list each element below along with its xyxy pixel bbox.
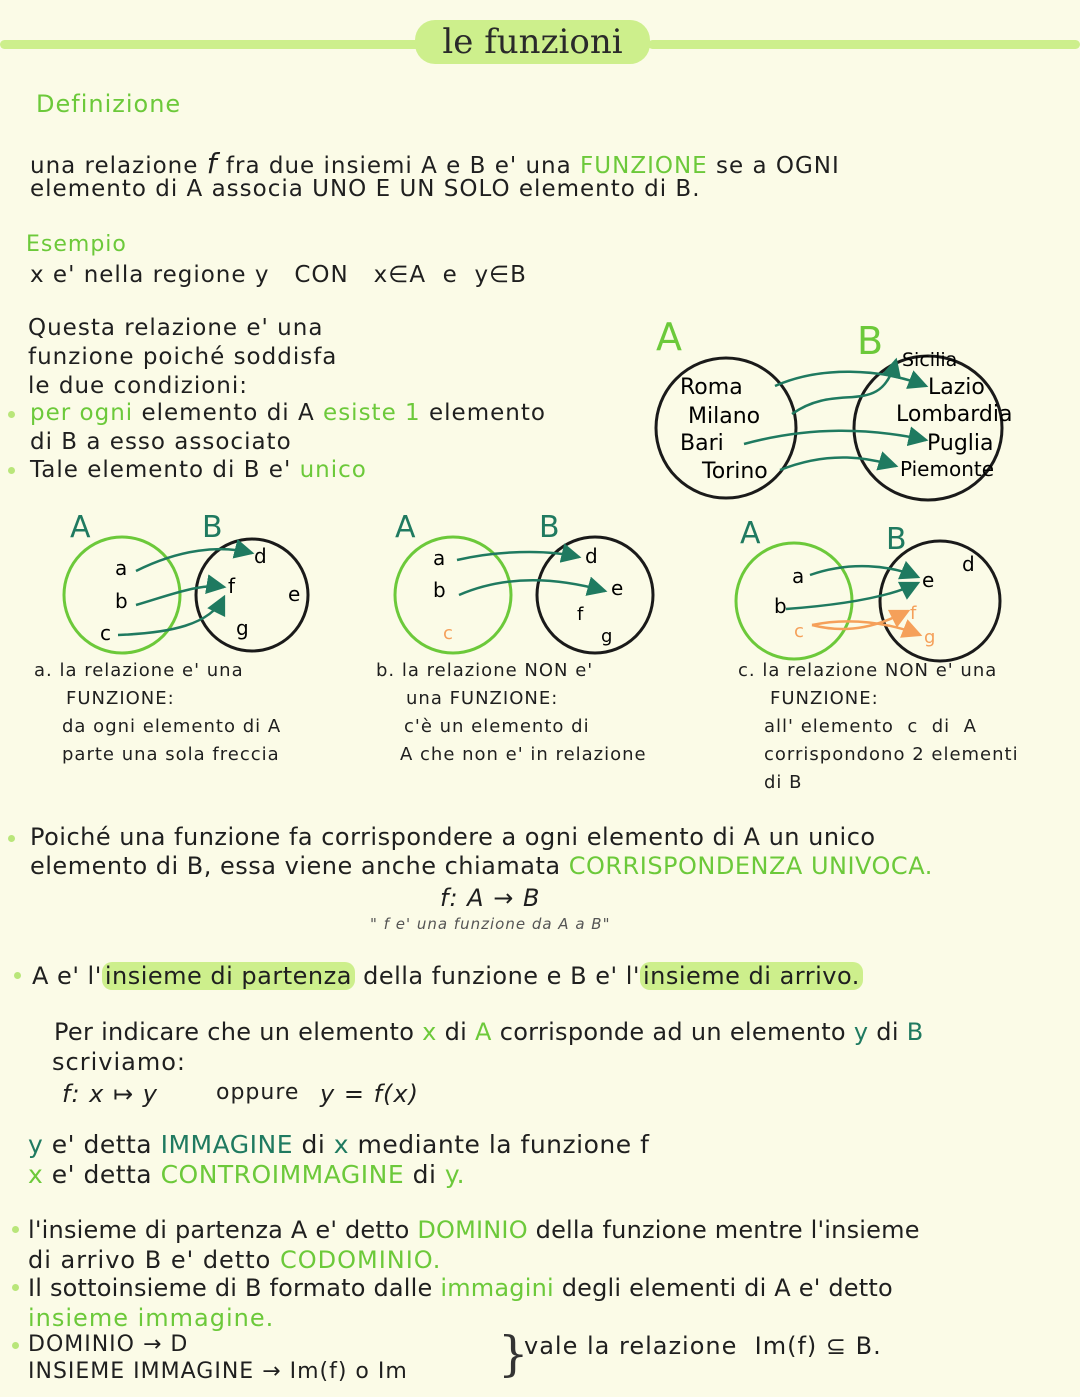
elem-a: a	[433, 546, 446, 570]
label-b: B	[539, 510, 560, 545]
bullet	[14, 972, 21, 979]
regions-diagram	[640, 310, 1080, 510]
caption-b-3: c'è un elemento di	[404, 716, 590, 737]
region-puglia: Puglia	[927, 431, 994, 456]
arrow	[792, 360, 896, 414]
caption-c-1: c. la relazione NON e' una	[738, 660, 998, 681]
set-b-label: B	[857, 319, 884, 363]
univoca-line1: Poiché una funzione fa corrispondere a ogni elemento di A un unico	[30, 823, 876, 851]
diagram-a	[40, 505, 340, 665]
title-bar-left	[0, 40, 420, 49]
label-a: A	[740, 516, 761, 551]
example-desc1: Questa relazione e' una	[28, 315, 324, 341]
set-b-circle	[880, 541, 1000, 661]
elem-f: f	[910, 603, 917, 624]
arrow	[775, 372, 926, 386]
region-sicilia: Sicilia	[902, 349, 958, 371]
image-line1: y e' detta IMMAGINE di x mediante la funzione f	[28, 1130, 650, 1159]
definition-heading: Definizione	[36, 90, 182, 118]
definition-line2: elemento di A associa UNO E UN SOLO elemento di B.	[30, 176, 701, 202]
mapping-formula2: y = f(x)	[320, 1080, 419, 1108]
region-piemonte: Piemonte	[900, 457, 995, 481]
example-cond1-cont: di B a esso associato	[30, 429, 292, 455]
domain-relation: vale la relazione Im(f) ⊆ B.	[524, 1332, 882, 1360]
domain-line1: l'insieme di partenza A e' detto DOMINIO della funzione mentre l'insieme	[28, 1216, 920, 1244]
bullet	[8, 467, 15, 474]
elem-d: d	[254, 544, 267, 568]
arrow	[457, 552, 579, 560]
label-b: B	[202, 510, 223, 545]
function-reading: " f e' una funzione da A a B"	[370, 915, 611, 933]
elem-c: c	[794, 621, 804, 642]
region-milano: Milano	[688, 404, 761, 429]
arrow	[136, 549, 252, 571]
function-notation: f: A → B	[440, 884, 541, 912]
elem-d: d	[585, 544, 598, 568]
elem-b: b	[774, 594, 787, 618]
elem-b: b	[433, 578, 446, 602]
label-b: B	[886, 522, 907, 557]
elem-d: d	[962, 552, 975, 576]
elem-c: c	[100, 621, 111, 645]
caption-b-4: A che non e' in relazione	[400, 744, 647, 765]
caption-a-4: parte una sola freccia	[62, 744, 280, 765]
univoca-line2: elemento di B, essa viene anche chiamata CORRISPONDENZA UNIVOCA.	[30, 852, 933, 880]
example-desc3: le due condizioni:	[28, 373, 249, 399]
caption-b-1: b. la relazione NON e'	[376, 660, 594, 681]
region-bari: Bari	[680, 431, 724, 456]
caption-c-2: FUNZIONE:	[770, 688, 879, 709]
brace: }	[498, 1326, 530, 1382]
bullet	[12, 1284, 19, 1291]
caption-a-1: a. la relazione e' una	[34, 660, 244, 681]
elem-e: e	[922, 568, 935, 592]
diagram-c	[720, 505, 1020, 665]
arrow	[459, 580, 605, 595]
bullet	[8, 411, 15, 418]
region-torino: Torino	[702, 459, 768, 484]
elem-a: a	[115, 556, 128, 580]
domain-line4: insieme immagine.	[28, 1304, 275, 1332]
mapping-line2: scriviamo:	[52, 1048, 186, 1076]
definition-line1: una relazione f fra due insiemi A e B e' una FUNZIONE se a OGNI	[30, 147, 840, 180]
set-a-label: A	[656, 315, 682, 359]
arrow	[810, 566, 918, 577]
mapping-oppure: oppure	[216, 1080, 300, 1105]
mapping-formula1: f: x ↦ y	[62, 1080, 158, 1108]
domain-line2: di arrivo B e' detto CODOMINIO.	[28, 1246, 442, 1274]
elem-a: a	[792, 564, 805, 588]
elem-g: g	[601, 626, 613, 647]
region-lombardia: Lombardia	[896, 402, 1013, 427]
image-line2: x e' detta CONTROIMMAGINE di y.	[28, 1160, 466, 1189]
arrow	[780, 457, 896, 470]
domain-line6: INSIEME IMMAGINE → Im(f) o Im	[28, 1359, 408, 1384]
sets-line: A e' l' insieme di partenza della funzione e B e' l' insieme di arrivo.	[32, 962, 863, 990]
example-heading: Esempio	[26, 232, 127, 257]
caption-c-3: all' elemento c di A	[764, 716, 977, 737]
elem-e: e	[288, 582, 301, 606]
bullet	[8, 835, 15, 842]
example-line: x e' nella regione y CON x∈A e y∈B	[30, 262, 527, 288]
elem-f: f	[228, 574, 236, 598]
elem-g: g	[924, 627, 936, 648]
caption-c-4: corrispondono 2 elementi	[764, 744, 1019, 765]
example-desc2: funzione poiché soddisfa	[28, 344, 338, 370]
mapping-line1: Per indicare che un elemento x di A corrisponde ad un elemento y di B	[54, 1018, 924, 1046]
bullet	[12, 1342, 19, 1349]
domain-line5: DOMINIO → D	[28, 1332, 189, 1357]
domain-line3: Il sottoinsieme di B formato dalle immagini degli elementi di A e' detto	[28, 1274, 893, 1302]
title-bar-right	[648, 40, 1080, 49]
bullet	[12, 1226, 19, 1233]
label-a: A	[70, 510, 91, 545]
region-lazio: Lazio	[928, 375, 985, 400]
arrow	[744, 431, 926, 444]
elem-e: e	[611, 576, 624, 600]
caption-a-2: FUNZIONE:	[66, 688, 175, 709]
example-cond2: Tale elemento di B e' unico	[30, 457, 367, 483]
example-cond1: per ogni elemento di A esiste 1 elemento	[30, 400, 546, 426]
diagram-b	[375, 505, 675, 665]
region-roma: Roma	[680, 375, 743, 400]
label-a: A	[395, 510, 416, 545]
elem-c: c	[443, 623, 453, 644]
page-title: le funzioni	[415, 20, 650, 64]
elem-f: f	[577, 604, 584, 625]
elem-b: b	[115, 589, 128, 613]
caption-a-3: da ogni elemento di A	[62, 716, 282, 737]
elem-g: g	[236, 616, 249, 640]
caption-b-2: una FUNZIONE:	[406, 688, 559, 709]
caption-c-5: di B	[764, 772, 803, 793]
